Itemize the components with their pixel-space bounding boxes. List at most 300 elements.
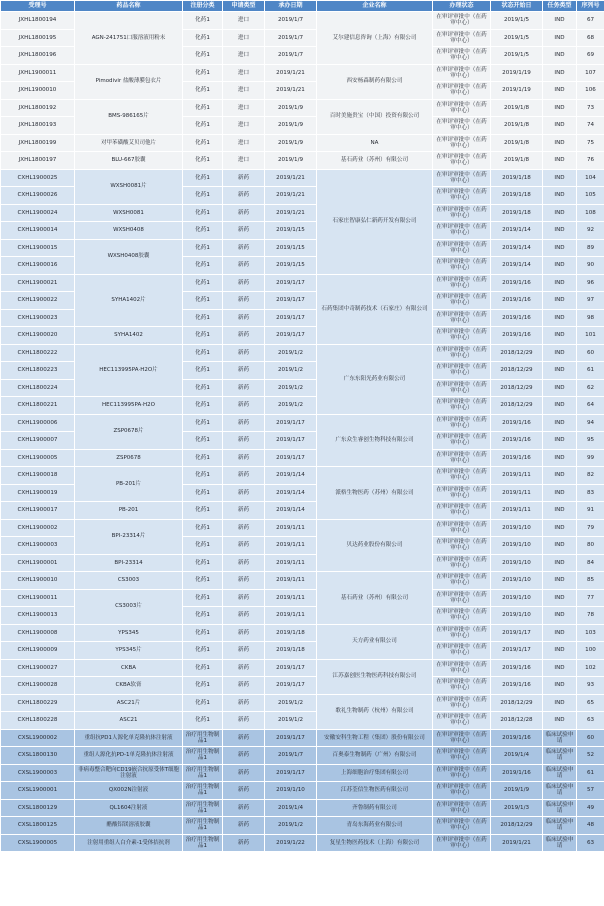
cell-acceptance-no: CXHL1900016 xyxy=(1,257,75,275)
cell-application-type: 进口 xyxy=(223,29,265,47)
table-row xyxy=(1,782,604,800)
cell-application-type: 新药 xyxy=(223,554,265,572)
cell-status: 在审评审批中（在药审中心） xyxy=(433,29,491,47)
cell-status-start-date: 2019/1/4 xyxy=(491,747,543,765)
cell-acceptance-no: CXSL1900002 xyxy=(1,729,75,747)
cell-serial-no: 60 xyxy=(577,344,604,362)
cell-status: 在审评审批中（在药审中心） xyxy=(433,642,491,660)
cell-status: 在审评审批中（在药审中心） xyxy=(433,519,491,537)
table-row xyxy=(1,134,604,152)
cell-undertake-date: 2019/1/7 xyxy=(265,12,317,30)
cell-serial-no: 82 xyxy=(577,467,604,485)
cell-drug-name: 重组抗PD1人源化单克隆抗体注射液 xyxy=(75,729,183,747)
cell-registration-class: 化药1 xyxy=(183,624,223,642)
cell-status: 在审评审批中（在药审中心） xyxy=(433,782,491,800)
cell-status-start-date: 2019/1/8 xyxy=(491,134,543,152)
cell-application-type: 新药 xyxy=(223,624,265,642)
cell-drug-name: SYHA1402片 xyxy=(75,274,183,327)
cell-status-start-date: 2018/12/29 xyxy=(491,362,543,380)
cell-application-type: 新药 xyxy=(223,764,265,782)
cell-drug-name: CS3003 xyxy=(75,572,183,590)
cell-undertake-date: 2019/1/9 xyxy=(265,117,317,135)
cell-status: 在审评审批中（在药审中心） xyxy=(433,12,491,30)
table-row xyxy=(1,712,604,730)
table-row xyxy=(1,519,604,537)
cell-acceptance-no: CXHL1900028 xyxy=(1,677,75,695)
cell-serial-no: 100 xyxy=(577,642,604,660)
cell-status-start-date: 2019/1/18 xyxy=(491,187,543,205)
cell-serial-no: 97 xyxy=(577,292,604,310)
cell-status: 在审评审批中（在药审中心） xyxy=(433,659,491,677)
table-row xyxy=(1,764,604,782)
column-header-acceptance-no: 受理号 xyxy=(1,1,75,12)
cell-registration-class: 化药1 xyxy=(183,222,223,240)
cell-task-type: IND xyxy=(543,432,577,450)
cell-status: 在审评审批中（在药审中心） xyxy=(433,117,491,135)
cell-company-name: 江苏嘉创医生物医药科技有限公司 xyxy=(317,659,433,694)
cell-registration-class: 治疗用生物制品1 xyxy=(183,782,223,800)
cell-drug-name: 注射用重组人白介素-1受体拮抗剂 xyxy=(75,834,183,852)
cell-acceptance-no: JXHL1800193 xyxy=(1,117,75,135)
cell-status: 在审评审批中（在药审中心） xyxy=(433,677,491,695)
cell-drug-name: YPS345 xyxy=(75,624,183,642)
cell-status-start-date: 2019/1/16 xyxy=(491,309,543,327)
cell-registration-class: 化药1 xyxy=(183,204,223,222)
cell-acceptance-no: JXHL1800199 xyxy=(1,134,75,152)
cell-registration-class: 治疗用生物制品1 xyxy=(183,747,223,765)
cell-registration-class: 化药1 xyxy=(183,519,223,537)
cell-undertake-date: 2019/1/7 xyxy=(265,747,317,765)
cell-status: 在审评审批中（在药审中心） xyxy=(433,589,491,607)
cell-registration-class: 化药1 xyxy=(183,484,223,502)
cell-serial-no: 91 xyxy=(577,502,604,520)
table-row xyxy=(1,169,604,187)
cell-registration-class: 化药1 xyxy=(183,239,223,257)
table-row xyxy=(1,747,604,765)
cell-application-type: 新药 xyxy=(223,519,265,537)
table-row xyxy=(1,624,604,642)
cell-status: 在审评审批中（在药审中心） xyxy=(433,764,491,782)
cell-task-type: IND xyxy=(543,117,577,135)
cell-application-type: 新药 xyxy=(223,379,265,397)
cell-task-type: IND xyxy=(543,134,577,152)
cell-task-type: IND xyxy=(543,204,577,222)
cell-undertake-date: 2019/1/17 xyxy=(265,659,317,677)
cell-drug-name: WXSH0081片 xyxy=(75,169,183,204)
cell-acceptance-no: CXSL1800129 xyxy=(1,799,75,817)
table-row xyxy=(1,694,604,712)
table-row xyxy=(1,327,604,345)
cell-task-type: IND xyxy=(543,257,577,275)
cell-application-type: 新药 xyxy=(223,222,265,240)
cell-status: 在审评审批中（在药审中心） xyxy=(433,712,491,730)
cell-company-name: 安徽安科生物工程（集团）股份有限公司 xyxy=(317,729,433,747)
cell-status: 在审评审批中（在药审中心） xyxy=(433,257,491,275)
cell-status-start-date: 2019/1/8 xyxy=(491,152,543,170)
cell-serial-no: 104 xyxy=(577,169,604,187)
cell-task-type: IND xyxy=(543,379,577,397)
cell-application-type: 进口 xyxy=(223,82,265,100)
cell-task-type: 临床试验申请 xyxy=(543,799,577,817)
cell-company-name: 江苏荃信生物医药有限公司 xyxy=(317,782,433,800)
cell-company-name: 青岛东海药业有限公司 xyxy=(317,817,433,835)
cell-acceptance-no: CXHL1900023 xyxy=(1,309,75,327)
cell-registration-class: 化药1 xyxy=(183,47,223,65)
cell-acceptance-no: CXSL1800125 xyxy=(1,817,75,835)
cell-registration-class: 化药1 xyxy=(183,187,223,205)
cell-drug-name: 重组人源化抗PD-1单克隆抗体注射液 xyxy=(75,747,183,765)
cell-status-start-date: 2019/1/8 xyxy=(491,99,543,117)
cell-serial-no: 95 xyxy=(577,432,604,450)
cell-company-name: 齐鲁制药有限公司 xyxy=(317,799,433,817)
cell-application-type: 新药 xyxy=(223,747,265,765)
cell-application-type: 新药 xyxy=(223,799,265,817)
cell-status: 在审评审批中（在药审中心） xyxy=(433,82,491,100)
cell-acceptance-no: CXHL1900018 xyxy=(1,467,75,485)
cell-serial-no: 65 xyxy=(577,694,604,712)
cell-task-type: 临床试验申请 xyxy=(543,817,577,835)
cell-registration-class: 化药1 xyxy=(183,397,223,415)
cell-status: 在审评审批中（在药审中心） xyxy=(433,554,491,572)
column-header-registration-class: 注册分类 xyxy=(183,1,223,12)
cell-application-type: 新药 xyxy=(223,834,265,852)
cell-acceptance-no: CXHL1900021 xyxy=(1,274,75,292)
cell-task-type: IND xyxy=(543,29,577,47)
cell-status: 在审评审批中（在药审中心） xyxy=(433,204,491,222)
cell-drug-name: BPI-23314 xyxy=(75,554,183,572)
cell-serial-no: 107 xyxy=(577,64,604,82)
cell-task-type: IND xyxy=(543,694,577,712)
cell-undertake-date: 2019/1/21 xyxy=(265,64,317,82)
table-row xyxy=(1,799,604,817)
cell-status-start-date: 2019/1/16 xyxy=(491,659,543,677)
cell-application-type: 新药 xyxy=(223,274,265,292)
cell-application-type: 新药 xyxy=(223,204,265,222)
cell-acceptance-no: JXHL1800196 xyxy=(1,47,75,65)
cell-serial-no: 99 xyxy=(577,449,604,467)
cell-drug-name: BPI-23314片 xyxy=(75,519,183,554)
cell-acceptance-no: CXHL1900005 xyxy=(1,449,75,467)
cell-drug-name: CKBA软膏 xyxy=(75,677,183,695)
cell-undertake-date: 2019/1/7 xyxy=(265,47,317,65)
cell-status-start-date: 2019/1/10 xyxy=(491,589,543,607)
cell-acceptance-no: CXSL1900001 xyxy=(1,782,75,800)
cell-application-type: 新药 xyxy=(223,239,265,257)
cell-acceptance-no: CXHL1900025 xyxy=(1,169,75,187)
cell-status-start-date: 2019/1/16 xyxy=(491,274,543,292)
table-row xyxy=(1,502,604,520)
cell-undertake-date: 2019/1/21 xyxy=(265,204,317,222)
cell-status-start-date: 2019/1/16 xyxy=(491,414,543,432)
cell-task-type: IND xyxy=(543,607,577,625)
cell-undertake-date: 2019/1/17 xyxy=(265,292,317,310)
cell-status: 在审评审批中（在药审中心） xyxy=(433,449,491,467)
cell-task-type: 临床试验申请 xyxy=(543,782,577,800)
cell-application-type: 新药 xyxy=(223,642,265,660)
cell-undertake-date: 2019/1/11 xyxy=(265,554,317,572)
cell-undertake-date: 2019/1/15 xyxy=(265,239,317,257)
table-row xyxy=(1,274,604,292)
cell-acceptance-no: CXHL1800229 xyxy=(1,694,75,712)
cell-undertake-date: 2019/1/10 xyxy=(265,782,317,800)
cell-registration-class: 化药1 xyxy=(183,362,223,380)
cell-task-type: IND xyxy=(543,47,577,65)
cell-status: 在审评审批中（在药审中心） xyxy=(433,134,491,152)
cell-acceptance-no: CXHL1900019 xyxy=(1,484,75,502)
cell-status-start-date: 2018/12/29 xyxy=(491,817,543,835)
cell-registration-class: 化药1 xyxy=(183,292,223,310)
cell-task-type: IND xyxy=(543,624,577,642)
cell-serial-no: 108 xyxy=(577,204,604,222)
cell-registration-class: 化药1 xyxy=(183,344,223,362)
cell-drug-name: ZSP0678片 xyxy=(75,414,183,449)
cell-undertake-date: 2019/1/2 xyxy=(265,694,317,712)
table-row xyxy=(1,659,604,677)
cell-undertake-date: 2019/1/14 xyxy=(265,467,317,485)
cell-undertake-date: 2019/1/18 xyxy=(265,624,317,642)
cell-company-name: 贝达药业股份有限公司 xyxy=(317,519,433,572)
cell-task-type: IND xyxy=(543,642,577,660)
cell-company-name: 基石药业（苏州）有限公司 xyxy=(317,572,433,625)
cell-task-type: IND xyxy=(543,414,577,432)
cell-serial-no: 78 xyxy=(577,607,604,625)
table-row xyxy=(1,554,604,572)
cell-drug-name: WXSH0408胶囊 xyxy=(75,239,183,274)
cell-company-name: 天方药业有限公司 xyxy=(317,624,433,659)
cell-undertake-date: 2019/1/11 xyxy=(265,519,317,537)
cell-undertake-date: 2019/1/21 xyxy=(265,169,317,187)
cell-undertake-date: 2019/1/9 xyxy=(265,99,317,117)
cell-company-name: 百时美施贵宝（中国）投资有限公司 xyxy=(317,99,433,134)
cell-undertake-date: 2019/1/2 xyxy=(265,344,317,362)
cell-acceptance-no: CXSL1800130 xyxy=(1,747,75,765)
cell-application-type: 新药 xyxy=(223,327,265,345)
cell-undertake-date: 2019/1/14 xyxy=(265,484,317,502)
cell-status-start-date: 2019/1/16 xyxy=(491,677,543,695)
cell-registration-class: 化药1 xyxy=(183,82,223,100)
cell-undertake-date: 2019/1/11 xyxy=(265,537,317,555)
cell-undertake-date: 2019/1/21 xyxy=(265,82,317,100)
cell-application-type: 新药 xyxy=(223,397,265,415)
cell-drug-name: BMS-986165片 xyxy=(75,99,183,134)
cell-drug-name: CS3003片 xyxy=(75,589,183,624)
cell-acceptance-no: CXHL1900013 xyxy=(1,607,75,625)
table-body xyxy=(1,12,604,852)
cell-task-type: IND xyxy=(543,222,577,240)
cell-serial-no: 94 xyxy=(577,414,604,432)
cell-application-type: 新药 xyxy=(223,712,265,730)
cell-status: 在审评审批中（在药审中心） xyxy=(433,47,491,65)
cell-status: 在审评审批中（在药审中心） xyxy=(433,239,491,257)
cell-registration-class: 化药1 xyxy=(183,589,223,607)
cell-undertake-date: 2019/1/11 xyxy=(265,572,317,590)
cell-registration-class: 化药1 xyxy=(183,414,223,432)
cell-undertake-date: 2019/1/15 xyxy=(265,222,317,240)
cell-acceptance-no: CXHL1800222 xyxy=(1,344,75,362)
cell-status-start-date: 2019/1/18 xyxy=(491,204,543,222)
cell-drug-name: SYHA1402 xyxy=(75,327,183,345)
cell-task-type: IND xyxy=(543,292,577,310)
table-row xyxy=(1,204,604,222)
cell-acceptance-no: CXHL1800224 xyxy=(1,379,75,397)
cell-task-type: IND xyxy=(543,274,577,292)
cell-serial-no: 83 xyxy=(577,484,604,502)
cell-task-type: 临床试验申请 xyxy=(543,834,577,852)
cell-application-type: 新药 xyxy=(223,467,265,485)
cell-registration-class: 化药1 xyxy=(183,64,223,82)
cell-serial-no: 96 xyxy=(577,274,604,292)
cell-acceptance-no: CXHL1900022 xyxy=(1,292,75,310)
cell-status-start-date: 2019/1/16 xyxy=(491,327,543,345)
cell-company-name: 复星生物医药技术（上海）有限公司 xyxy=(317,834,433,852)
cell-status-start-date: 2018/12/29 xyxy=(491,397,543,415)
cell-acceptance-no: CXHL1900026 xyxy=(1,187,75,205)
table-row xyxy=(1,344,604,362)
table-row xyxy=(1,467,604,485)
cell-registration-class: 化药1 xyxy=(183,712,223,730)
cell-application-type: 进口 xyxy=(223,152,265,170)
column-header-application-type: 申请类型 xyxy=(223,1,265,12)
cell-status-start-date: 2019/1/16 xyxy=(491,449,543,467)
cell-registration-class: 化药1 xyxy=(183,467,223,485)
cell-serial-no: 60 xyxy=(577,729,604,747)
cell-status: 在审评审批中（在药审中心） xyxy=(433,344,491,362)
cell-drug-name: Pimodivir 盐酸薄膜包衣片 xyxy=(75,64,183,99)
cell-application-type: 新药 xyxy=(223,782,265,800)
cell-status: 在审评审批中（在药审中心） xyxy=(433,624,491,642)
cell-application-type: 新药 xyxy=(223,572,265,590)
cell-task-type: IND xyxy=(543,712,577,730)
cell-company-name: 广东东阳光药业有限公司 xyxy=(317,344,433,414)
table-row xyxy=(1,817,604,835)
cell-application-type: 新药 xyxy=(223,502,265,520)
cell-status: 在审评审批中（在药审中心） xyxy=(433,292,491,310)
table-row xyxy=(1,12,604,30)
cell-acceptance-no: CXHL1800223 xyxy=(1,362,75,380)
table-row xyxy=(1,99,604,117)
cell-undertake-date: 2019/1/2 xyxy=(265,397,317,415)
cell-task-type: IND xyxy=(543,467,577,485)
cell-task-type: IND xyxy=(543,397,577,415)
cell-task-type: IND xyxy=(543,344,577,362)
cell-acceptance-no: JXHL1800192 xyxy=(1,99,75,117)
cell-status: 在审评审批中（在药审中心） xyxy=(433,187,491,205)
cell-task-type: IND xyxy=(543,169,577,187)
cell-status: 在审评审批中（在药审中心） xyxy=(433,309,491,327)
cell-company-name: 石家庄智康弘仁新药开发有限公司 xyxy=(317,169,433,274)
cell-application-type: 新药 xyxy=(223,537,265,555)
cell-registration-class: 化药1 xyxy=(183,502,223,520)
column-header-status-start-date: 状态开始日 xyxy=(491,1,543,12)
cell-status: 在审评审批中（在药审中心） xyxy=(433,414,491,432)
cell-status: 在审评审批中（在药审中心） xyxy=(433,64,491,82)
cell-serial-no: 102 xyxy=(577,659,604,677)
cell-undertake-date: 2019/1/18 xyxy=(265,642,317,660)
table-row xyxy=(1,152,604,170)
cell-acceptance-no: CXHL1900024 xyxy=(1,204,75,222)
cell-application-type: 新药 xyxy=(223,659,265,677)
cell-acceptance-no: CXHL1900002 xyxy=(1,519,75,537)
cell-status-start-date: 2019/1/16 xyxy=(491,764,543,782)
cell-serial-no: 106 xyxy=(577,82,604,100)
cell-task-type: IND xyxy=(543,239,577,257)
cell-status: 在审评审批中（在药审中心） xyxy=(433,572,491,590)
cell-undertake-date: 2019/1/2 xyxy=(265,712,317,730)
cell-application-type: 进口 xyxy=(223,12,265,30)
cell-serial-no: 93 xyxy=(577,677,604,695)
cell-application-type: 新药 xyxy=(223,607,265,625)
column-header-status: 办理状态 xyxy=(433,1,491,12)
cell-task-type: IND xyxy=(543,677,577,695)
cell-acceptance-no: CXHL1900015 xyxy=(1,239,75,257)
cell-status: 在审评审批中（在药审中心） xyxy=(433,397,491,415)
cell-acceptance-no: CXSL1900005 xyxy=(1,834,75,852)
cell-application-type: 进口 xyxy=(223,117,265,135)
cell-drug-name: PB-201片 xyxy=(75,467,183,502)
cell-serial-no: 85 xyxy=(577,572,604,590)
cell-status-start-date: 2019/1/3 xyxy=(491,799,543,817)
cell-status-start-date: 2019/1/14 xyxy=(491,239,543,257)
cell-serial-no: 84 xyxy=(577,554,604,572)
cell-status-start-date: 2018/12/29 xyxy=(491,694,543,712)
cell-application-type: 新药 xyxy=(223,449,265,467)
cell-registration-class: 治疗用生物制品1 xyxy=(183,834,223,852)
cell-serial-no: 69 xyxy=(577,47,604,65)
cell-registration-class: 化药1 xyxy=(183,117,223,135)
cell-registration-class: 化药1 xyxy=(183,537,223,555)
table-row xyxy=(1,677,604,695)
cell-acceptance-no: CXHL1900009 xyxy=(1,642,75,660)
cell-drug-name: QX002N注射液 xyxy=(75,782,183,800)
cell-registration-class: 化药1 xyxy=(183,12,223,30)
column-header-serial-no: 序列号 xyxy=(577,1,604,12)
cell-registration-class: 化药1 xyxy=(183,29,223,47)
column-header-drug-name: 药品名称 xyxy=(75,1,183,12)
cell-undertake-date: 2019/1/17 xyxy=(265,677,317,695)
cell-task-type: IND xyxy=(543,152,577,170)
cell-company-name: 西安杨森制药有限公司 xyxy=(317,64,433,99)
cell-status: 在审评审批中（在药审中心） xyxy=(433,729,491,747)
cell-serial-no: 105 xyxy=(577,187,604,205)
cell-task-type: IND xyxy=(543,187,577,205)
cell-application-type: 新药 xyxy=(223,362,265,380)
cell-status: 在审评审批中（在药审中心） xyxy=(433,169,491,187)
table-row xyxy=(1,589,604,607)
cell-status-start-date: 2019/1/9 xyxy=(491,782,543,800)
cell-status: 在审评审批中（在药审中心） xyxy=(433,152,491,170)
cell-status-start-date: 2019/1/19 xyxy=(491,82,543,100)
cell-status-start-date: 2019/1/21 xyxy=(491,834,543,852)
column-header-undertake-date: 承办日期 xyxy=(265,1,317,12)
cell-drug-name: YPS345片 xyxy=(75,642,183,660)
cell-registration-class: 化药1 xyxy=(183,554,223,572)
cell-application-type: 新药 xyxy=(223,484,265,502)
cell-status: 在审评审批中（在药审中心） xyxy=(433,432,491,450)
cell-drug-name: 非病毒整合靶向CD19嵌合抗原受体T细胞注射液 xyxy=(75,764,183,782)
cell-undertake-date: 2019/1/17 xyxy=(265,764,317,782)
cell-application-type: 进口 xyxy=(223,134,265,152)
cell-registration-class: 化药1 xyxy=(183,642,223,660)
cell-status: 在审评审批中（在药审中心） xyxy=(433,222,491,240)
cell-task-type: IND xyxy=(543,537,577,555)
cell-company-name: 艾尔建信息咨询（上海）有限公司 xyxy=(317,12,433,65)
cell-undertake-date: 2019/1/9 xyxy=(265,152,317,170)
cell-undertake-date: 2019/1/17 xyxy=(265,327,317,345)
cell-status: 在审评审批中（在药审中心） xyxy=(433,99,491,117)
cell-status: 在审评审批中（在药审中心） xyxy=(433,834,491,852)
cell-status: 在审评审批中（在药审中心） xyxy=(433,502,491,520)
table-row xyxy=(1,397,604,415)
